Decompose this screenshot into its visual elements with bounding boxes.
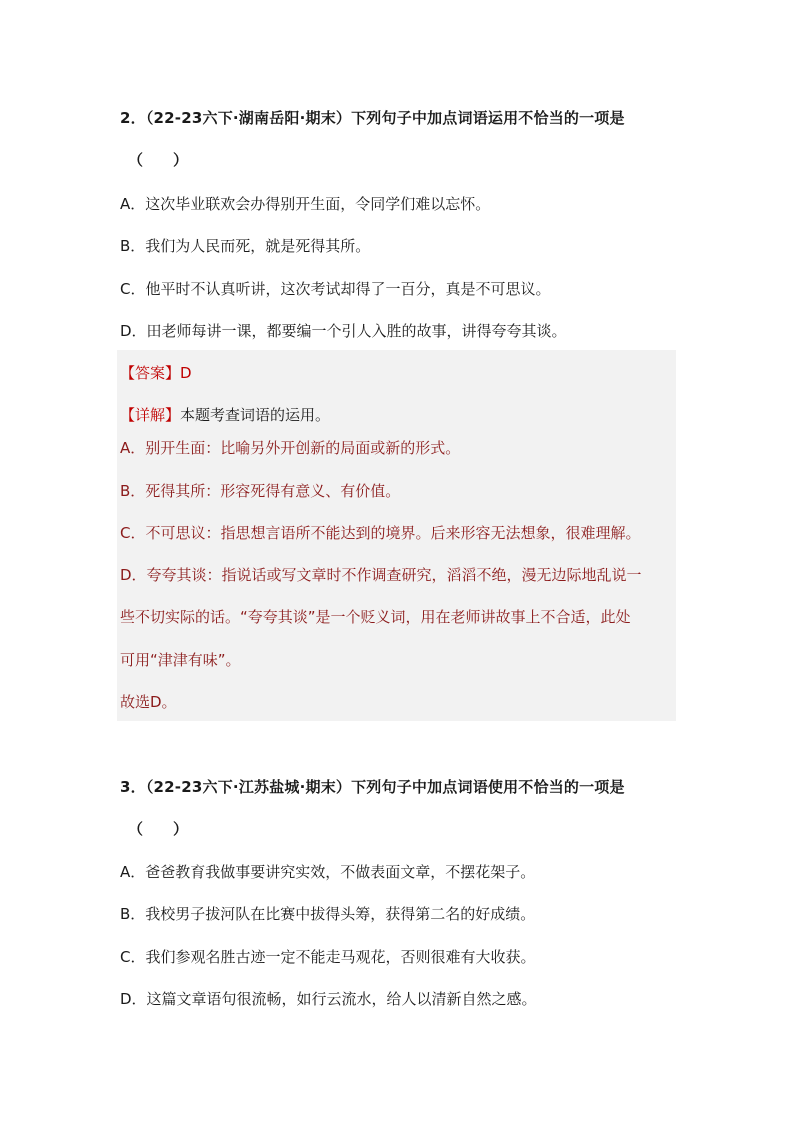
detail-line <box>120 404 330 425</box>
question-2-option-a: A．这次毕业联欢会办得别开生面，令同学们难以忘怀。 <box>120 195 491 213</box>
question-2-option-c: C．他平时不认真听讲，这次考试却得了一百分，真是不可思议。 <box>120 280 551 298</box>
explanation-a: A．别开生面：比喻另外开创新的局面或新的形式。 <box>120 439 461 457</box>
explanation-b: B．死得其所：形容死得有意义、有价值。 <box>120 482 401 500</box>
answer-value: D <box>180 364 192 382</box>
question-3-option-c: C．我们参观名胜古迹一定不能走马观花，否则很难有大收获。 <box>120 948 536 966</box>
question-2-option-b: B．我们为人民而死，就是死得其所。 <box>120 237 371 255</box>
answer-tag: 【答案】 <box>120 364 181 382</box>
question-3-option-d: D．这篇文章语句很流畅，如行云流水，给人以清新自然之感。 <box>120 990 537 1008</box>
question-3-stem: 3．（22-23六下·江苏盐城·期末）下列句子中加点词语使用不恰当的一项是 <box>120 778 625 796</box>
explanation-d-continued-2: 可用“津津有味”。 <box>120 651 241 669</box>
explanation-d: D．夸夸其谈：指说话或写文章时不作调查研究，滔滔不绝，漫无边际地乱说一 <box>120 566 642 584</box>
question-3-answer-blank: （ ） <box>128 820 189 838</box>
detail-text: 本题考查词语的运用。 <box>180 406 331 424</box>
question-2-stem: 2．（22-23六下·湖南岳阳·期末）下列句子中加点词语运用不恰当的一项是 <box>120 109 625 127</box>
answer-line <box>120 362 192 383</box>
question-2-answer-blank: （ ） <box>128 151 189 169</box>
explanation-c: C．不可思议：指思想言语所不能达到的境界。后来形容无法想象，很难理解。 <box>120 524 641 542</box>
conclusion-line: 故选D。 <box>120 693 177 711</box>
question-3-option-a: A．爸爸教育我做事要讲究实效，不做表面文章，不摆花架子。 <box>120 863 536 881</box>
explanation-d-continued-1: 些不切实际的话。“夸夸其谈”是一个贬义词，用在老师讲故事上不合适，此处 <box>120 608 631 626</box>
question-3-option-b: B．我校男子拔河队在比赛中拔得头筹，获得第二名的好成绩。 <box>120 905 536 923</box>
question-2-option-d: D．田老师每讲一课，都要编一个引人入胜的故事，讲得夸夸其谈。 <box>120 322 567 340</box>
detail-tag: 【详解】 <box>120 406 181 424</box>
